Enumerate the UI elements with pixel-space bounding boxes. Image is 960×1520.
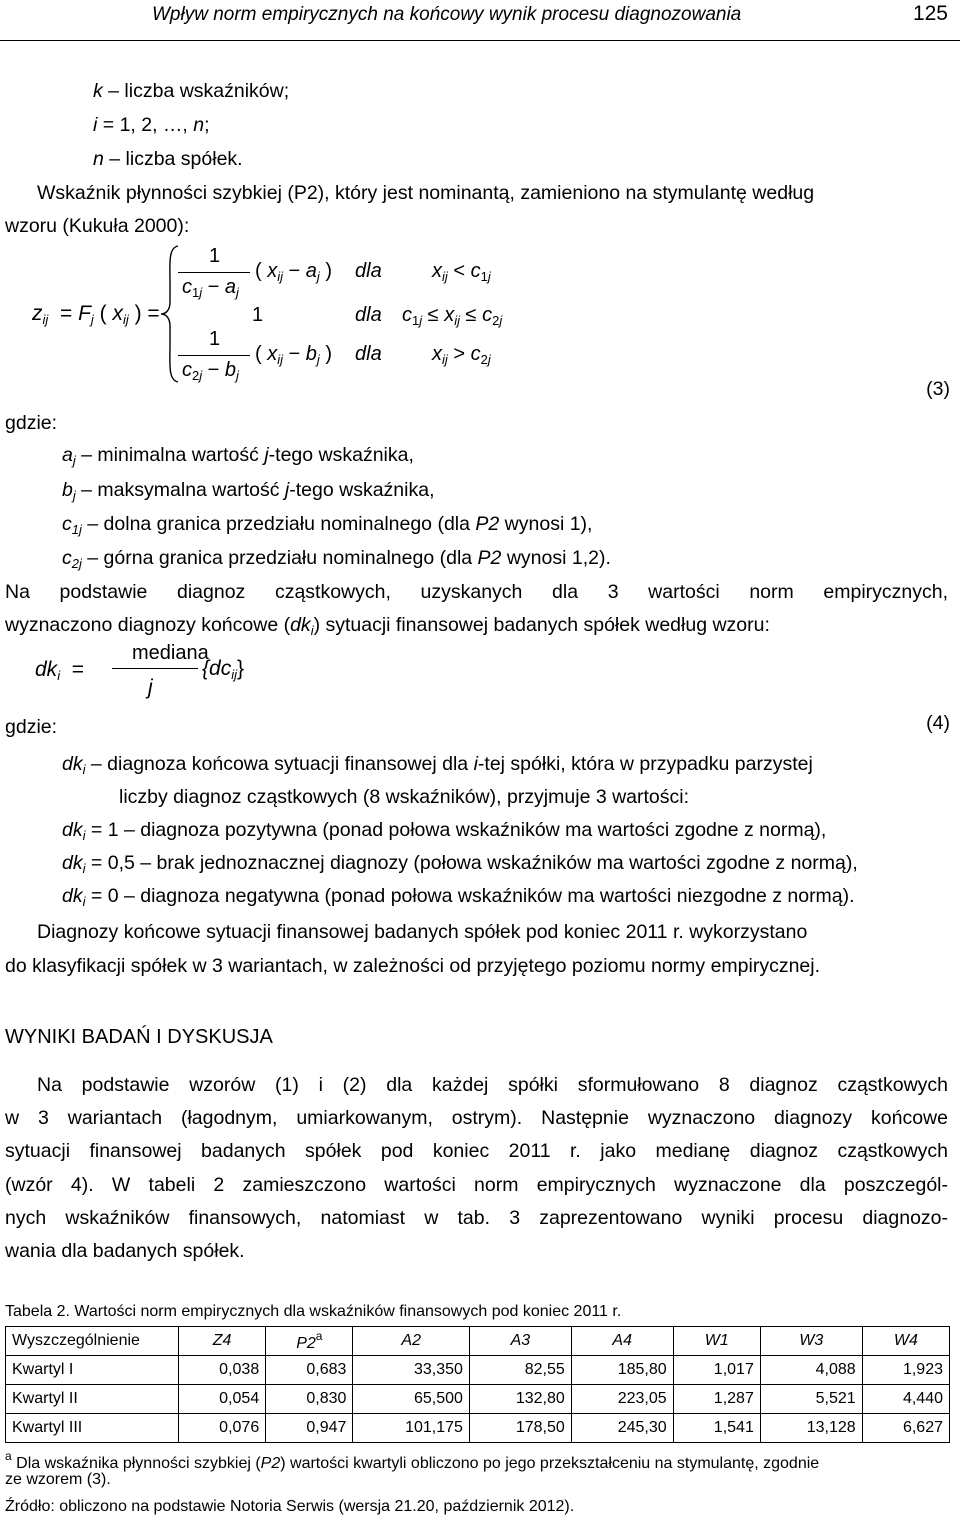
- case1-condition: $x_{ij} < c_{1j}$: [432, 260, 491, 284]
- def-c2j: $c_{2j}$ – górna granica przedziału nominalnego (dla P2 wynosi 1,2).: [62, 547, 611, 571]
- def-dk-2: $dk_i = 1$ – diagnoza pozytywna (ponad połowa wskaźników ma wartości zgodne z normą),: [62, 819, 827, 843]
- table-cell: 185,80: [571, 1356, 673, 1385]
- table-cell: 178,50: [469, 1414, 571, 1443]
- left-brace: [158, 244, 182, 384]
- table-header-cell: A2: [353, 1327, 470, 1356]
- para4-line: wania dla badanych spółek.: [5, 1240, 245, 1262]
- table-cell: Kwartyl I: [6, 1356, 179, 1385]
- table-header-cell: A4: [571, 1327, 673, 1356]
- table-cell: 82,55: [469, 1356, 571, 1385]
- table-cell: 0,038: [179, 1356, 266, 1385]
- table-cell: 6,627: [862, 1414, 949, 1443]
- para2-line2: wyznaczono diagnozy końcowe $(dk_i)$ sytuacji finansowej badanych spółek według wzoru:: [5, 614, 770, 638]
- page-number: 125: [912, 2, 948, 25]
- def-dk-4: $dk_i = 0$ – diagnoza negatywna (ponad połowa wskaźników ma wartości niezgodne z normą).: [62, 885, 855, 909]
- formula4-operator: mediana: [132, 642, 209, 664]
- table-cell: 5,521: [760, 1385, 862, 1414]
- table-header-cell: A3: [469, 1327, 571, 1356]
- def-text: – liczba wskaźników;: [102, 80, 290, 102]
- def-dk-1-cont: liczby diagnoz cząstkowych (8 wskaźników), przyjmuje 3 wartości:: [119, 786, 690, 808]
- table-cell: 65,500: [353, 1385, 470, 1414]
- table-caption: Tabela 2. Wartości norm empirycznych dla wskaźników finansowych pod koniec 2011 r.: [5, 1303, 622, 1320]
- case2-dla: dla: [355, 304, 382, 326]
- case3-expr: ( $x_{ij} - b_j$ ): [255, 343, 333, 367]
- table-header-cell: P2$^a$: [266, 1327, 353, 1356]
- def-dk-3: $dk_i = 0,5$ – brak jednoznacznej diagnozy (połowa wskaźników ma wartości zgodne z normą),: [62, 852, 858, 876]
- table-cell: 1,923: [862, 1356, 949, 1385]
- def-a-j: $a_j$ – minimalna wartość j-tego wskaźnika,: [62, 444, 414, 468]
- gdzie-label-1: gdzie:: [5, 412, 58, 434]
- case3-dla: dla: [355, 343, 382, 365]
- formula4-under: j: [148, 676, 153, 699]
- table-cell: 13,128: [760, 1414, 862, 1443]
- para2-line1: Na podstawie diagnoz cząstkowych, uzyskanych dla 3 wartości norm empirycznych,: [5, 581, 948, 603]
- table-cell: Kwartyl III: [6, 1414, 179, 1443]
- table-header-row: [6, 1327, 950, 1356]
- def-k: [93, 80, 289, 103]
- table-source: Źródło: obliczono na podstawie Notoria Serwis (wersja 21.20, październik 2012).: [5, 1498, 575, 1515]
- equation-number-4: (4): [926, 712, 950, 734]
- table-header-cell: Wyszczególnienie: [6, 1327, 179, 1356]
- equation-number-3: (3): [926, 378, 950, 400]
- para1-line2: wzoru (Kukuła 2000):: [5, 215, 190, 237]
- case1-dla: dla: [355, 260, 382, 282]
- para4-line: Na podstawie wzorów (1) i (2) dla każdej spółki sformułowano 8 diagnoz cząstkowych: [37, 1074, 948, 1096]
- table-cell: 0,830: [266, 1385, 353, 1414]
- def-dk-1: $dk_i$ – diagnoza końcowa sytuacji finansowej dla i-tej spółki, która w przypadku parzystej: [62, 753, 813, 777]
- case3-condition: $x_{ij} > c_{2j}$: [432, 343, 491, 367]
- table-header-cell: W1: [673, 1327, 760, 1356]
- case1-fraction-bar: [178, 272, 250, 273]
- def-n: [93, 148, 243, 171]
- formula4-argument: $\{dc_{ij}\}$: [202, 657, 244, 682]
- table-cell: 1,017: [673, 1356, 760, 1385]
- table-cell: 132,80: [469, 1385, 571, 1414]
- para3-line1: Diagnozy końcowe sytuacji finansowej badanych spółek pod koniec 2011 r. wykorzystano: [37, 921, 808, 943]
- case1-numerator: 1: [209, 245, 221, 267]
- table-header-cell: W4: [862, 1327, 949, 1356]
- def-symbol: i: [93, 114, 98, 136]
- def-i: [93, 114, 210, 137]
- table-cell: 0,683: [266, 1356, 353, 1385]
- table-row: [6, 1385, 950, 1414]
- section-heading: WYNIKI BADAŃ I DYSKUSJA: [5, 1026, 273, 1048]
- table-cell: 33,350: [353, 1356, 470, 1385]
- table-cell: 1,541: [673, 1414, 760, 1443]
- norms-table: [5, 1326, 950, 1443]
- case1-denominator: $c_{1j} - a_j$: [182, 276, 239, 300]
- case1-expr: ( $x_{ij} - a_j$ ): [255, 260, 333, 284]
- def-symbol: n: [193, 114, 205, 136]
- def-symbol: n: [93, 148, 104, 170]
- case2-condition: $c_{1j} \le x_{ij} \le c_{2j}$: [402, 304, 503, 328]
- table-row: [6, 1414, 950, 1443]
- table-footnote-cont: ze wzorem (3).: [5, 1471, 111, 1488]
- para4-line: nych wskaźników finansowych, natomiast w tab. 3 zaprezentowano wyniki procesu diagnozo-: [5, 1207, 948, 1229]
- para4-line: (wzór 4). W tabeli 2 zamieszczono wartości norm empirycznych wyznaczone dla poszczegól-: [5, 1174, 948, 1196]
- case3-fraction-bar: [178, 355, 250, 356]
- case3-denominator: $c_{2j} - b_j$: [182, 359, 239, 383]
- running-header: [0, 0, 960, 41]
- gdzie-label-2: gdzie:: [5, 716, 58, 738]
- table-header-cell: W3: [760, 1327, 862, 1356]
- def-text: = 1, 2, …,: [97, 114, 194, 136]
- formula4-lhs: $dk_i$ =: [35, 658, 85, 683]
- table-cell: 245,30: [571, 1414, 673, 1443]
- table-cell: Kwartyl II: [6, 1385, 179, 1414]
- def-text: – liczba spółek.: [103, 148, 243, 170]
- table-row: [6, 1356, 950, 1385]
- table-cell: 1,287: [673, 1385, 760, 1414]
- running-header-title: Wpływ norm empirycznych na końcowy wynik procesu diagnozowania: [152, 4, 742, 25]
- case2-value: 1: [252, 304, 264, 326]
- def-c1j: $c_{1j}$ – dolna granica przedziału nominalnego (dla P2 wynosi 1),: [62, 513, 593, 537]
- table-cell: 101,175: [353, 1414, 470, 1443]
- formula4-bar: [112, 668, 198, 669]
- table-footnote: $^a$ Dla wskaźnika płynności szybkiej (P2) wartości kwartyli obliczono po jego przekształceniu na stymulantę, zgodnie: [5, 1449, 820, 1472]
- table-cell: 223,05: [571, 1385, 673, 1414]
- table-cell: 0,054: [179, 1385, 266, 1414]
- table-cell: 0,947: [266, 1414, 353, 1443]
- table-header-cell: Z4: [179, 1327, 266, 1356]
- table-cell: 4,088: [760, 1356, 862, 1385]
- para1-line1: Wskaźnik płynności szybkiej (P2), który jest nominantą, zamieniono na stymulantę według: [37, 182, 815, 204]
- def-b-j: $b_j$ – maksymalna wartość j-tego wskaźnika,: [62, 479, 435, 503]
- def-symbol: k: [93, 80, 103, 102]
- formula3-lhs: $z_{ij} = F_j$ ( $x_{ij}$ ) =: [32, 302, 160, 327]
- para4-line: sytuacji finansowej badanych spółek pod koniec 2011 r. jako medianę diagnoz cząstkowych: [5, 1140, 948, 1162]
- para3-line2: do klasyfikacji spółek w 3 wariantach, w zależności od przyjętego poziomu normy empirycznej.: [5, 955, 821, 977]
- table-cell: 4,440: [862, 1385, 949, 1414]
- def-text: ;: [204, 114, 210, 136]
- para4-line: w 3 wariantach (łagodnym, umiarkowanym, ostrym). Następnie wyznaczono diagnozy końcowe: [5, 1107, 948, 1129]
- table-cell: 0,076: [179, 1414, 266, 1443]
- case3-numerator: 1: [209, 328, 221, 350]
